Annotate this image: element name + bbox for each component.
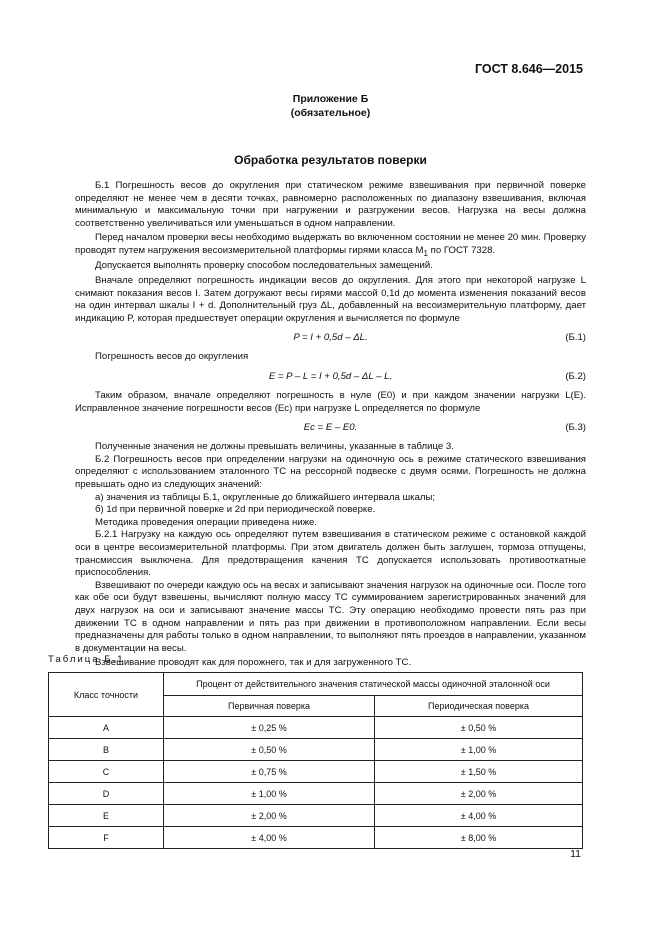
- table-row: [49, 783, 583, 805]
- subscript: 1: [423, 248, 428, 258]
- paragraph-text: Перед началом проверки весы необходимо выдержать во включенном состоянии не менее 20 мин. Проверку проводят путем нагружения весоизмерительной платформы гирями класса M: [75, 232, 586, 256]
- header-primary: Первичная поверка: [164, 696, 375, 717]
- periodic-cell: ± 4,00 %: [375, 805, 583, 827]
- class-cell: A: [49, 717, 164, 739]
- formula-expression: P = I + 0,5d – ΔL.: [293, 332, 368, 344]
- periodic-cell: ± 8,00 %: [375, 827, 583, 849]
- paragraph: [75, 232, 586, 260]
- table-row: [49, 717, 583, 739]
- class-cell: E: [49, 805, 164, 827]
- paragraph: Допускается выполнять проверку способом последовательных замещений.: [95, 260, 433, 272]
- paragraph: Взвешивание проводят как для порожнего, так и для загруженного ТС.: [95, 657, 412, 669]
- class-cell: C: [49, 761, 164, 783]
- table-row: [49, 805, 583, 827]
- formula-b2: [75, 367, 586, 387]
- section-title: Обработка результатов поверки: [234, 153, 427, 167]
- formula-b3: [75, 418, 586, 438]
- class-cell: B: [49, 739, 164, 761]
- primary-cell: ± 2,00 %: [164, 805, 375, 827]
- table-row: [49, 739, 583, 761]
- primary-cell: ± 0,25 %: [164, 717, 375, 739]
- paragraph: Полученные значения не должны превышать величины, указанные в таблице 3.: [95, 441, 454, 453]
- header-group: Процент от действительного значения статической массы одиночной эталонной оси: [164, 673, 583, 696]
- paragraph: Взвешивают по очереди каждую ось на весах и записывают значения нагрузок на одиночные оси. После того как обе оси будут взвешены, вычисляют полную массу ТС суммированием зарегистрированных значений для двух нагрузок на оси и записывают значение массы ТС. Эту операцию необходимо провести пять раз при движении ТС в одном направлении и пять раз при движении в противоположном направлении. Если весы предназначены для работы только в одном направлении, то выполняют пять проездов в направлении, указанном в документации на весы.: [75, 579, 586, 654]
- paragraph: Методика проведения операции приведена ниже.: [95, 516, 318, 528]
- body-text: [75, 180, 586, 670]
- header-class: Класс точности: [49, 673, 164, 717]
- paragraph-text: по ГОСТ 7328.: [427, 244, 496, 256]
- list-item: б) 1d при первичной поверке и 2d при периодической поверке.: [95, 504, 376, 516]
- primary-cell: ± 0,75 %: [164, 761, 375, 783]
- appendix-title: Приложение Б: [292, 93, 369, 105]
- paragraph: Таким образом, вначале определяют погрешность в нуле (E0) и при каждом значении нагрузки L(E). Исправленное значение погрешности весов (Ec) при нагрузке L определяется по формуле: [75, 390, 586, 414]
- page-number: 11: [570, 848, 581, 860]
- header-periodic: Периодическая поверка: [375, 696, 583, 717]
- primary-cell: ± 0,50 %: [164, 739, 375, 761]
- formula-b1: [75, 328, 586, 348]
- appendix-heading: [0, 92, 661, 120]
- table-caption: Таблица Б.1: [48, 654, 125, 665]
- formula-number: (Б.2): [565, 371, 586, 383]
- class-cell: F: [49, 827, 164, 849]
- primary-cell: ± 1,00 %: [164, 783, 375, 805]
- class-cell: D: [49, 783, 164, 805]
- formula-number: (Б.3): [565, 422, 586, 434]
- paragraph: Погрешность весов до округления: [95, 351, 249, 363]
- periodic-cell: ± 0,50 %: [375, 717, 583, 739]
- list-item: а) значения из таблицы Б.1, округленные до ближайшего интервала шкалы;: [95, 491, 436, 503]
- table-row: [49, 761, 583, 783]
- paragraph: Б.1 Погрешность весов до округления при статическом режиме взвешивания при первичной поверке определяют не менее чем в десяти точках, равномерно расположенных по диапазону взвешивания, включая минимальную и максимальную точки при нагружении и разгружении весов. Нагрузка на весы должна соответственно увеличиваться или уменьшаться в одном направлении.: [75, 180, 586, 229]
- periodic-cell: ± 2,00 %: [375, 783, 583, 805]
- formula-expression: E = P – L = I + 0,5d – ΔL – L.: [268, 371, 393, 383]
- periodic-cell: ± 1,50 %: [375, 761, 583, 783]
- paragraph: Вначале определяют погрешность индикации весов до округления. Для этого при некоторой нагрузке L снимают показания весов I. Затем догружают весы гирями массой 0,1d до момента изменения показаний весов на один интервал шкалы I + d. Дополнительный груз ΔL, добавленный на весоизмерительную платформу, дает индикацию P, которая предшествует операции округления и вычисляется по формуле: [75, 275, 586, 324]
- periodic-cell: ± 1,00 %: [375, 739, 583, 761]
- accuracy-table: [48, 672, 583, 849]
- paragraph: Б.2 Погрешность весов при определении нагрузки на одиночную ось в режиме статического взвешивания определяют с использованием эталонного ТС на рессорной подвеске с двумя осями. Погрешность не должна превышать одно из следующих значений:: [75, 453, 586, 490]
- standard-number: ГОСТ 8.646—2015: [474, 62, 583, 76]
- appendix-note: (обязательное): [290, 107, 371, 119]
- primary-cell: ± 4,00 %: [164, 827, 375, 849]
- formula-number: (Б.1): [565, 332, 586, 344]
- paragraph: Б.2.1 Нагрузку на каждую ось определяют путем взвешивания в статическом режиме с остановкой каждой оси в центре весоизмерительной платформы. При этом двигатель должен быть заглушен, тормоза отпущены, трансмиссия выключена. Для предотвращения качения ТС допускается использовать противооткатные приспособления.: [75, 529, 586, 579]
- table-row: [49, 827, 583, 849]
- formula-expression: Ec = E – E0.: [303, 422, 358, 434]
